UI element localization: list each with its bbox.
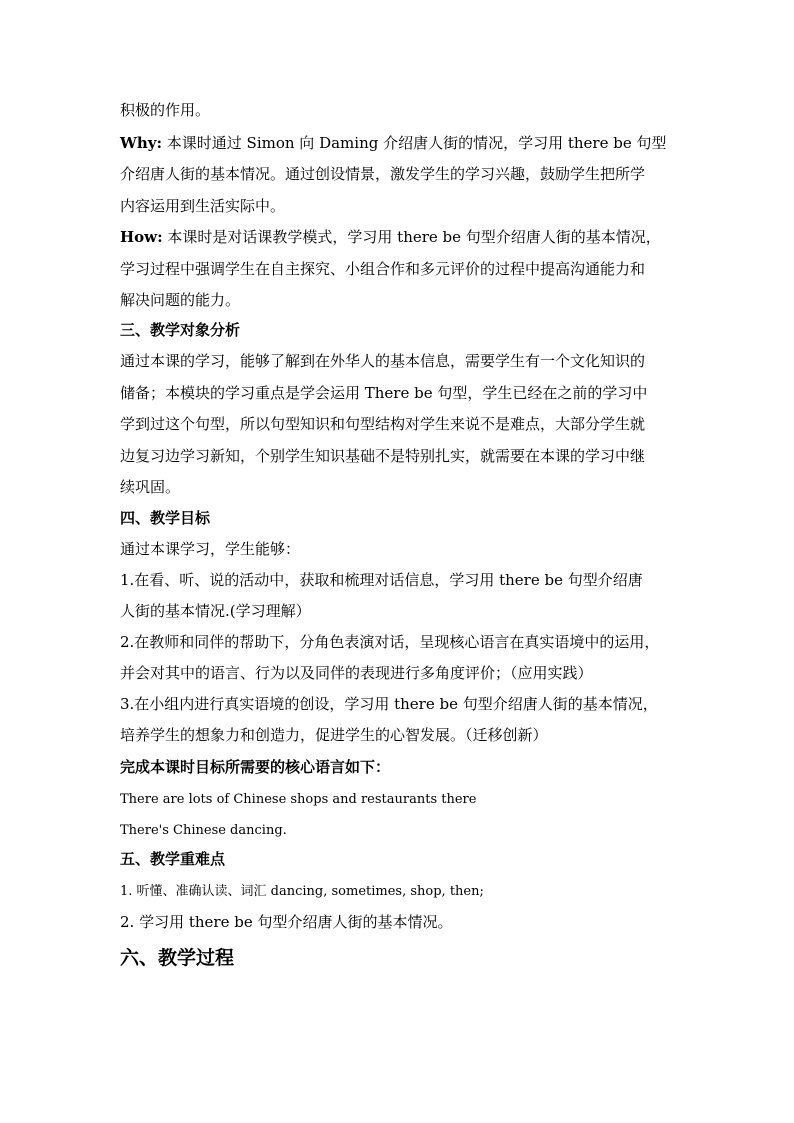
why-line-2: 介绍唐人街的基本情况。通过创设情景，激发学生的学习兴趣，鼓励学生把所学 — [120, 165, 646, 183]
section-4-intro: 通过本课学习，学生能够： — [120, 540, 301, 558]
goal-2-line-1: 2.在教师和同伴的帮助下，分角色表演对话，呈现核心语言在真实语境中的运用， — [120, 633, 660, 651]
how-line-3: 解决问题的能力。 — [120, 291, 241, 309]
goal-3-line-1: 3.在小组内进行真实语境的创设，学习用 there be 句型介绍唐人街的基本情况， — [120, 695, 658, 713]
why-label: Why: — [120, 134, 163, 152]
why-line-1 — [120, 133, 667, 153]
section-3-line-3: 学到过这个句型，所以句型知识和句型结构对学生来说不是难点，大部分学生就 — [120, 415, 646, 433]
how-line-2: 学习过程中强调学生在自主探究、小组合作和多元评价的过程中提高沟通能力和 — [120, 260, 646, 278]
core-language-sentence-1: There are lots of Chinese shops and restaurants there — [120, 792, 477, 807]
paragraph-line: 积极的作用。 — [120, 101, 211, 119]
why-text: 本课时通过 Simon 向 Daming 介绍唐人街的情况，学习用 there be 句型 — [162, 134, 667, 152]
section-3-line-1: 通过本课的学习，能够了解到在外华人的基本信息，需要学生有一个文化知识的 — [120, 352, 646, 370]
goal-2-line-2: 并会对其中的语言、行为以及同伴的表现进行多角度评价；（应用实践） — [120, 664, 593, 682]
section-3-line-5: 续巩固。 — [120, 478, 181, 496]
how-label: How: — [120, 228, 163, 246]
goal-1-line-1: 1.在看、听、说的活动中，获取和梳理对话信息，学习用 there be 句型介绍唐 — [120, 571, 643, 589]
section-5-item-1: 1. 听懂、准确认读、词汇 dancing, sometimes, shop, then; — [120, 884, 484, 899]
core-language-sentence-2: There's Chinese dancing. — [120, 823, 287, 838]
how-text: 本课时是对话课教学模式，学习用 there be 句型介绍唐人街的基本情况， — [162, 228, 661, 246]
section-5-item-2: 2. 学习用 there be 句型介绍唐人街的基本情况。 — [120, 913, 453, 931]
core-language-title: 完成本课时目标所需要的核心语言如下： — [120, 758, 391, 776]
why-line-3: 内容运用到生活实际中。 — [120, 197, 286, 215]
section-3-line-4: 边复习边学习新知，个别学生知识基础不是特别扎实，就需要在本课的学习中继 — [120, 447, 646, 465]
goal-3-line-2: 培养学生的想象力和创造力，促进学生的心智发展。（迁移创新） — [120, 726, 548, 744]
goal-1-line-2: 人街的基本情况.(学习理解） — [120, 602, 311, 620]
how-line-1 — [120, 227, 661, 247]
section-5-title: 五、教学重难点 — [120, 850, 226, 868]
section-3-line-2: 储备；本模块的学习重点是学会运用 There be 句型，学生已经在之前的学习中 — [120, 384, 648, 402]
section-6-title: 六、教学过程 — [120, 947, 235, 969]
section-4-title: 四、教学目标 — [120, 509, 211, 527]
section-3-title: 三、教学对象分析 — [120, 321, 241, 339]
